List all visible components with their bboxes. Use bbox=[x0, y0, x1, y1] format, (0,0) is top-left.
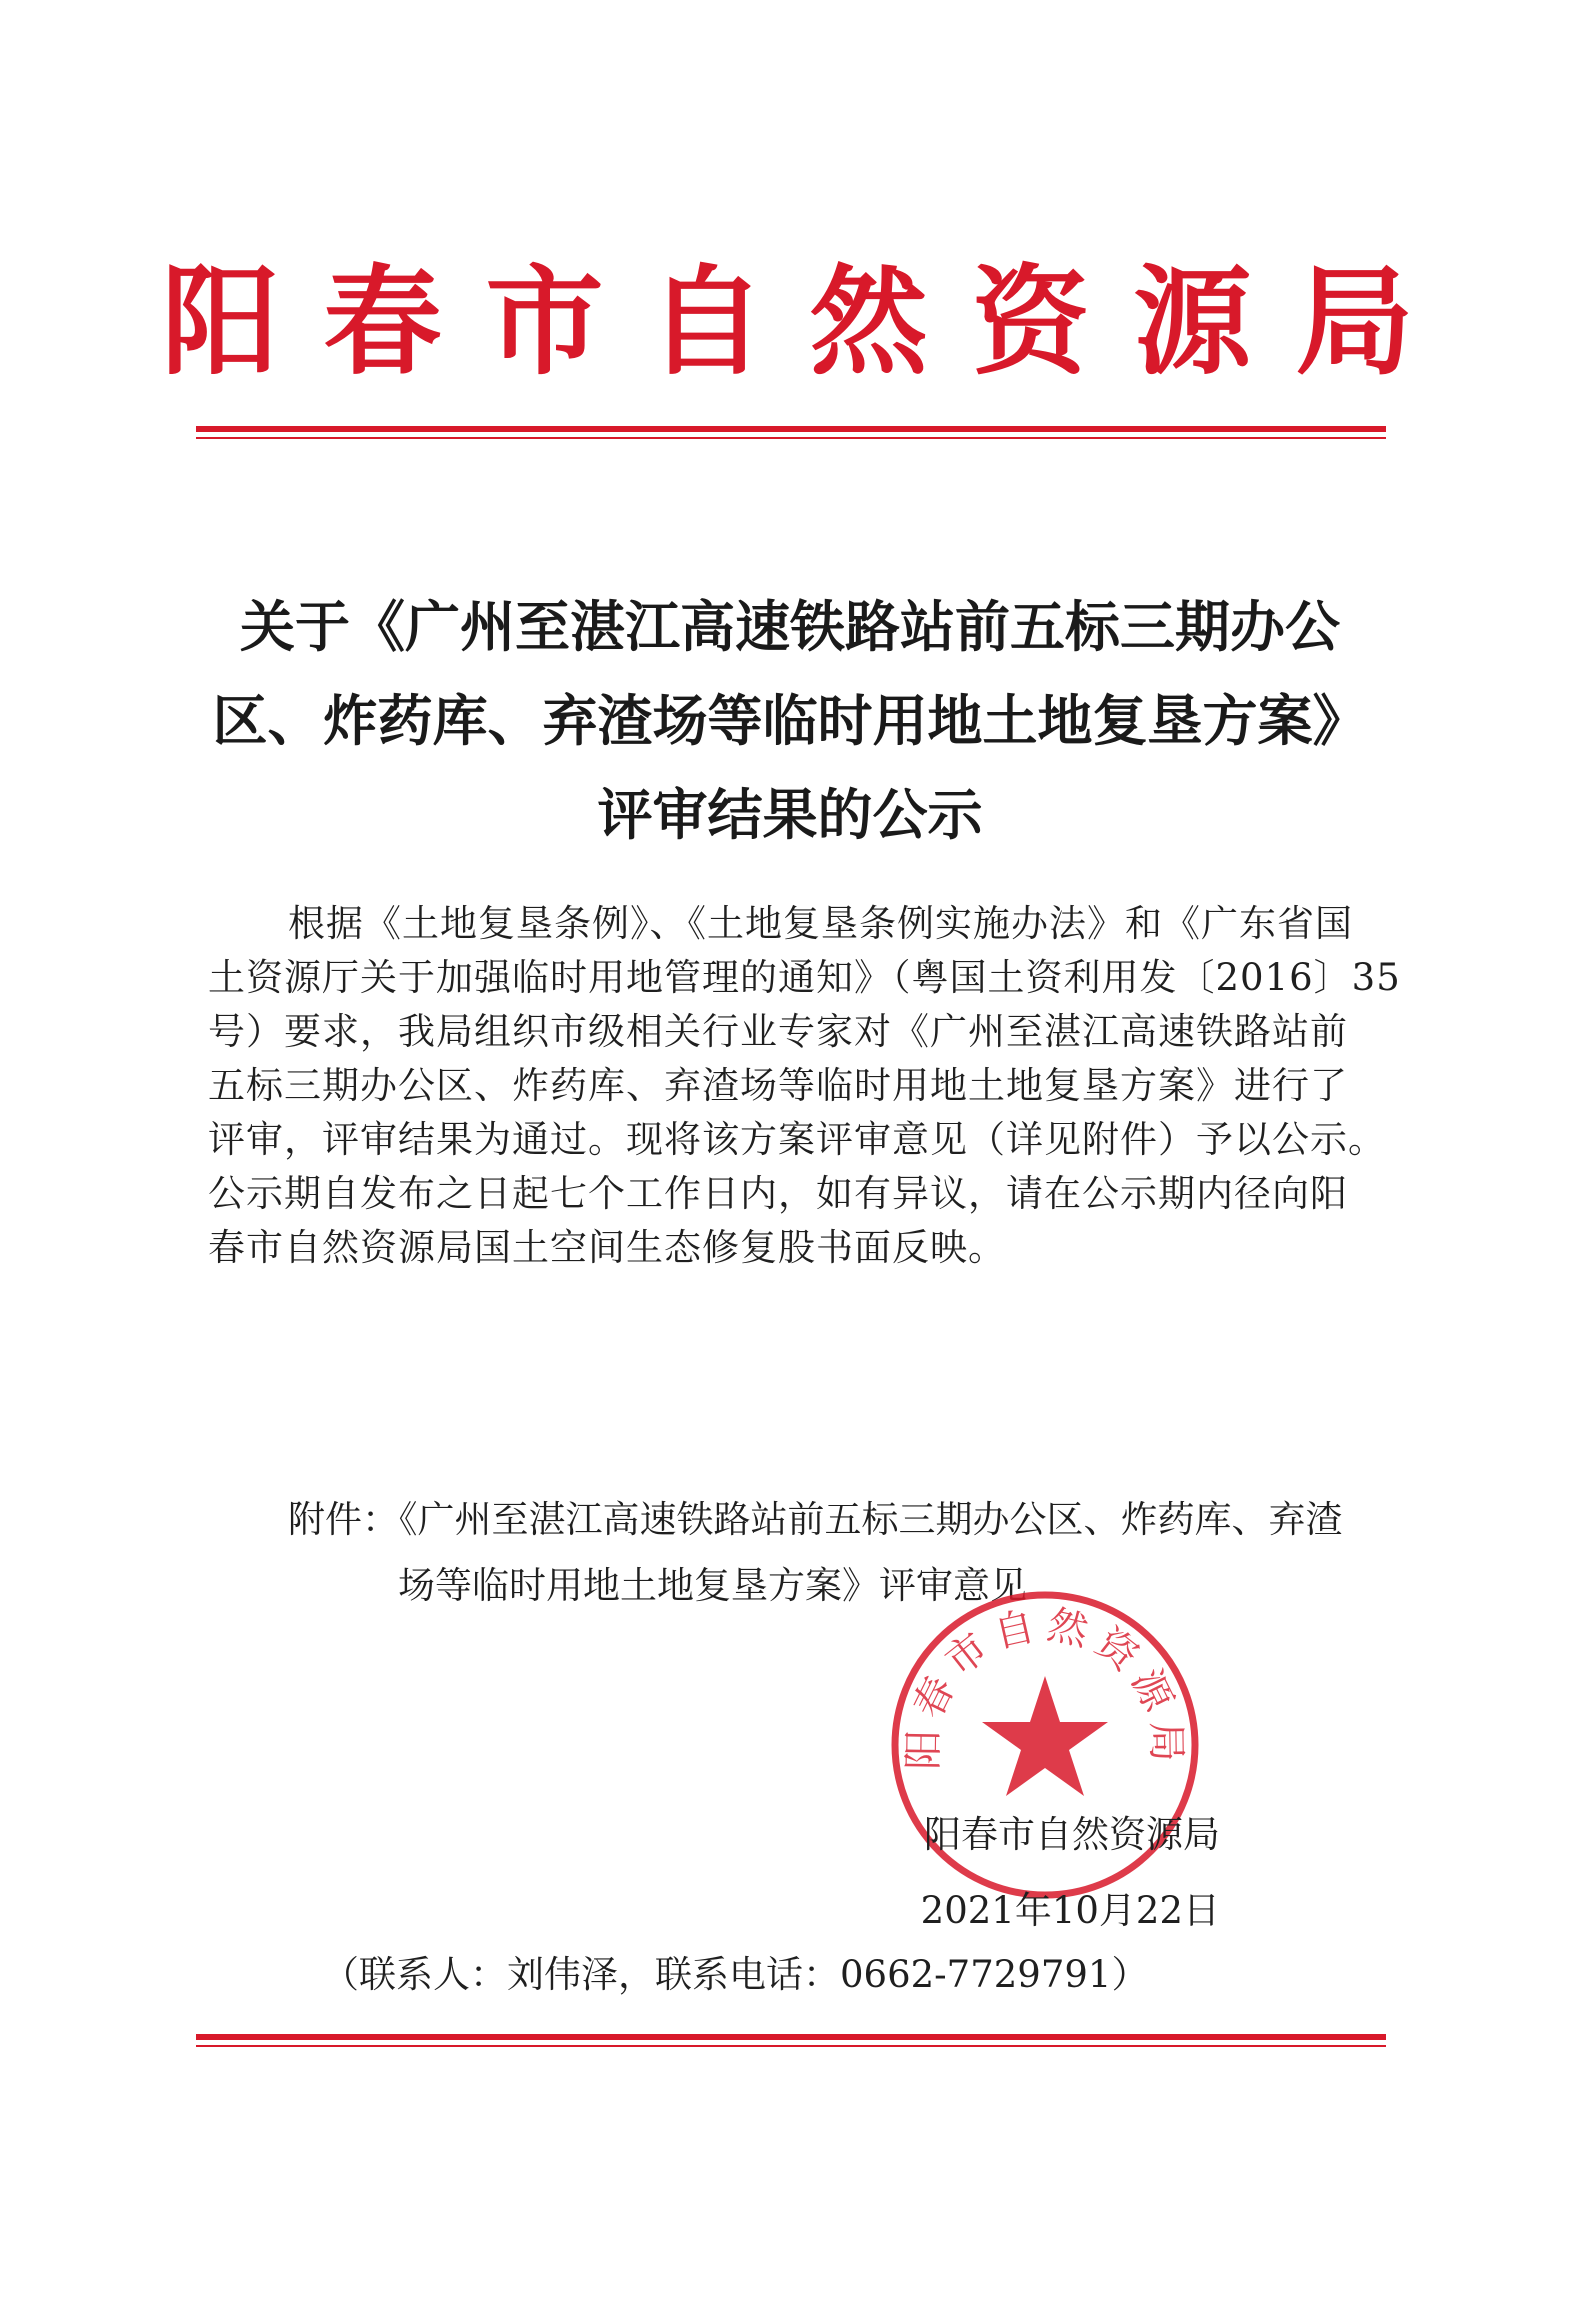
notice-body bbox=[208, 897, 1408, 1275]
seal-star-icon bbox=[982, 1676, 1108, 1796]
title-line: 评审结果的公示 bbox=[597, 783, 983, 847]
body-line: 五标三期办公区、炸药库、弃渣场等临时用地土地复垦方案》进行了 bbox=[208, 1064, 1348, 1107]
body-line: 春市自然资源局国土空间生态修复股书面反映。 bbox=[208, 1226, 1006, 1269]
body-line: 土资源厅关于加强临时用地管理的通知》（粤国土资利用发〔2016〕35 bbox=[208, 956, 1401, 999]
body-line: 评审，评审结果为通过。现将该方案评审意见（详见附件）予以公示。 bbox=[208, 1118, 1386, 1161]
signature-block bbox=[880, 1797, 1220, 1949]
signature-org: 阳春市自然资源局 bbox=[924, 1813, 1220, 1856]
title-line: 关于《广州至湛江高速铁路站前五标三期办公 bbox=[239, 595, 1340, 659]
attachment-note bbox=[288, 1487, 1428, 1619]
body-line: 根据《土地复垦条例》、《土地复垦条例实施办法》和《广东省国 bbox=[288, 902, 1353, 945]
body-line: 公示期自发布之日起七个工作日内，如有异议，请在公示期内径向阳 bbox=[208, 1172, 1348, 1215]
letterhead-divider bbox=[196, 426, 1386, 439]
divider-thin-line bbox=[196, 437, 1386, 439]
divider-thin-line bbox=[196, 2045, 1386, 2047]
divider-thick-line bbox=[196, 426, 1386, 432]
letterhead-title: 阳春市自然资源局 bbox=[161, 252, 1458, 391]
attachment-line: 场等临时用地土地复垦方案》评审意见 bbox=[398, 1564, 1027, 1607]
divider-thick-line bbox=[196, 2034, 1386, 2040]
body-line: 号）要求，我局组织市级相关行业专家对《广州至湛江高速铁路站前 bbox=[208, 1010, 1348, 1053]
footer-divider bbox=[196, 2034, 1386, 2047]
title-line: 区、炸药库、弃渣场等临时用地土地复垦方案》 bbox=[212, 689, 1368, 753]
signature-date: 2021年10月22日 bbox=[920, 1889, 1220, 1932]
seal-text-path: 阳春市自然资源局 bbox=[900, 1601, 1190, 1771]
notice-title bbox=[180, 580, 1400, 862]
contact-info: （联系人：刘伟泽，联系电话：0662-7729791） bbox=[322, 1953, 1149, 1996]
attachment-line: 附件：《广州至湛江高速铁路站前五标三期办公区、炸药库、弃渣 bbox=[288, 1498, 1343, 1541]
